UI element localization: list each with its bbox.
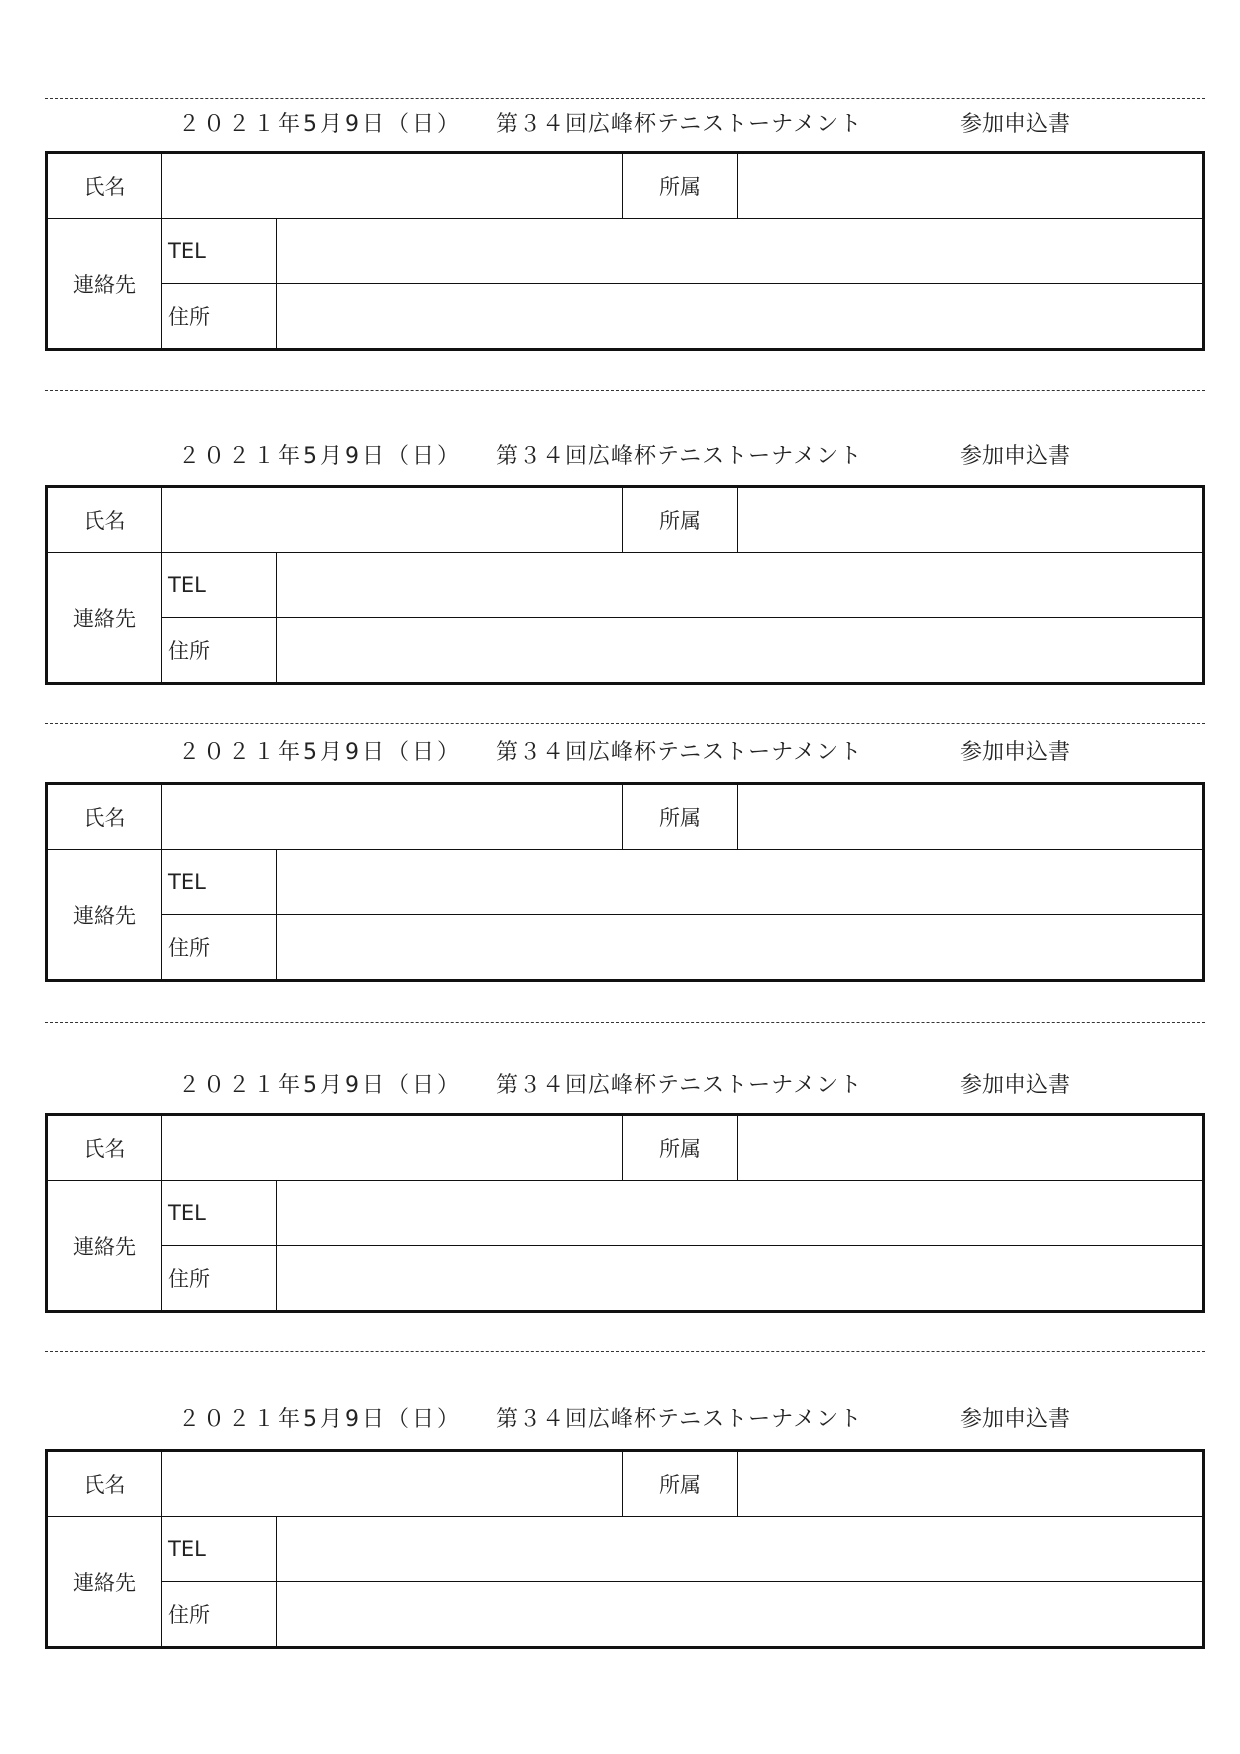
table-row [47,553,1204,618]
form-title [178,1071,1178,1101]
table-row [47,1115,1204,1181]
name-field[interactable] [162,1451,623,1517]
table-row [47,487,1204,553]
name-label: 氏名 [47,487,162,553]
name-label: 氏名 [47,153,162,219]
name-label: 氏名 [47,1451,162,1517]
address-field[interactable] [277,1582,1204,1648]
table-row [47,153,1204,219]
affiliation-label: 所属 [623,487,738,553]
contact-label: 連絡先 [47,1517,162,1648]
table-row [47,1246,1204,1312]
name-field[interactable] [162,153,623,219]
cut-line [45,723,1205,724]
affiliation-label: 所属 [623,153,738,219]
name-field[interactable] [162,487,623,553]
table-row [47,1517,1204,1582]
table-row [47,1582,1204,1648]
affiliation-field[interactable] [738,1451,1204,1517]
table-row [47,1181,1204,1246]
cut-line [45,1351,1205,1352]
tel-field[interactable] [277,1517,1204,1582]
table-row [47,618,1204,684]
contact-label: 連絡先 [47,553,162,684]
contact-label: 連絡先 [47,850,162,981]
name-label: 氏名 [47,784,162,850]
address-label: 住所 [162,618,277,684]
table-row [47,219,1204,284]
address-field[interactable] [277,1246,1204,1312]
tel-label: TEL [162,1517,277,1582]
cut-line [45,1022,1205,1023]
entry-form-3 [45,782,1205,982]
affiliation-field[interactable] [738,1115,1204,1181]
address-label: 住所 [162,1582,277,1648]
entry-form-4 [45,1113,1205,1313]
event-name: 第３４回広峰杯テニストーナメント [496,1407,863,1432]
table-row [47,850,1204,915]
affiliation-label: 所属 [623,784,738,850]
tel-label: TEL [162,1181,277,1246]
address-label: 住所 [162,1246,277,1312]
entry-form-5 [45,1449,1205,1649]
document-type: 参加申込書 [960,1407,1071,1432]
event-name: 第３４回広峰杯テニストーナメント [496,444,863,469]
affiliation-field[interactable] [738,153,1204,219]
event-name: 第３４回広峰杯テニストーナメント [496,112,863,137]
form-title [178,1405,1178,1435]
event-name: 第３４回広峰杯テニストーナメント [496,740,863,765]
form-title [178,442,1178,472]
address-field[interactable] [277,915,1204,981]
event-date: ２０２１年5月9日（日） [178,1073,462,1098]
event-date: ２０２１年5月9日（日） [178,444,462,469]
name-field[interactable] [162,1115,623,1181]
address-field[interactable] [277,618,1204,684]
tel-label: TEL [162,553,277,618]
affiliation-label: 所属 [623,1451,738,1517]
table-row [47,1451,1204,1517]
name-field[interactable] [162,784,623,850]
cut-line [45,98,1205,99]
event-date: ２０２１年5月9日（日） [178,740,462,765]
document-type: 参加申込書 [960,444,1071,469]
event-name: 第３４回広峰杯テニストーナメント [496,1073,863,1098]
address-field[interactable] [277,284,1204,350]
tel-field[interactable] [277,850,1204,915]
document-type: 参加申込書 [960,1073,1071,1098]
affiliation-field[interactable] [738,784,1204,850]
tel-field[interactable] [277,219,1204,284]
contact-label: 連絡先 [47,1181,162,1312]
entry-form-1 [45,151,1205,351]
affiliation-field[interactable] [738,487,1204,553]
table-row [47,284,1204,350]
table-row [47,915,1204,981]
document-type: 参加申込書 [960,112,1071,137]
event-date: ２０２１年5月9日（日） [178,1407,462,1432]
contact-label: 連絡先 [47,219,162,350]
entry-form-2 [45,485,1205,685]
address-label: 住所 [162,915,277,981]
cut-line [45,390,1205,391]
name-label: 氏名 [47,1115,162,1181]
address-label: 住所 [162,284,277,350]
tel-field[interactable] [277,1181,1204,1246]
affiliation-label: 所属 [623,1115,738,1181]
form-title [178,110,1178,140]
event-date: ２０２１年5月9日（日） [178,112,462,137]
tel-label: TEL [162,850,277,915]
tel-label: TEL [162,219,277,284]
document-type: 参加申込書 [960,740,1071,765]
form-title [178,738,1178,768]
table-row [47,784,1204,850]
tel-field[interactable] [277,553,1204,618]
